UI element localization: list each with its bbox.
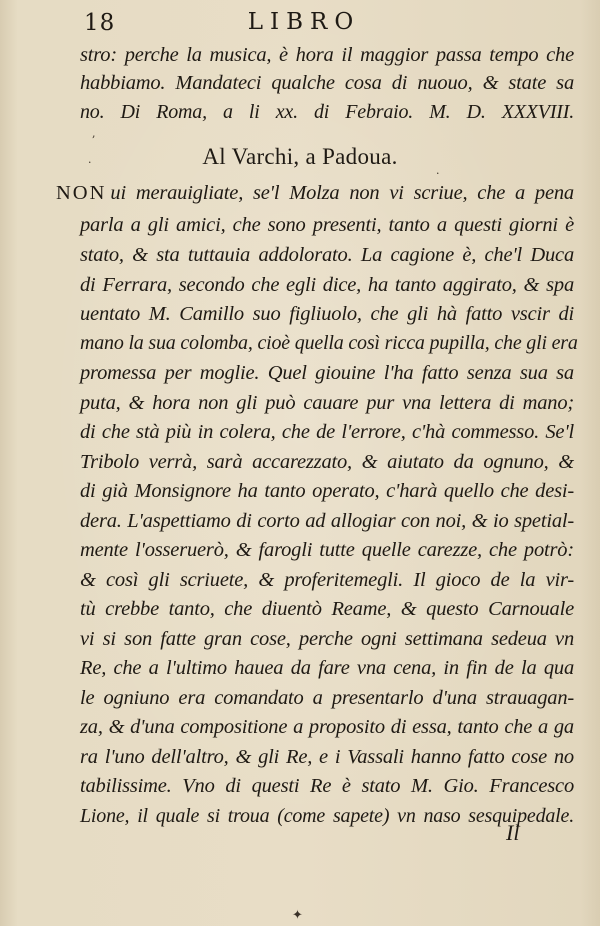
- text-line: parla a gli amici, che sono presenti, tanto a questi giorni è: [80, 214, 574, 236]
- text-line: tù crebbe tanto, che diuentò Reame, & questo Carnouale: [80, 598, 574, 620]
- text-line: Tribolo verrà, sarà accarezzato, & aiutato da ognuno, &: [80, 451, 574, 473]
- text-line: & così gli scriuete, & proferitemegli. Il gioco de la vir-: [80, 569, 574, 591]
- opening-line-text: ui merauigliate, se'l Molza non vi scriue, che a pena: [110, 182, 574, 204]
- text-line: le ogniuno era comandato a presentarlo d'una strauagan-: [80, 687, 574, 709]
- ink-speck: ,: [92, 127, 96, 140]
- fleuron-mark: ✦: [292, 908, 303, 923]
- page-header: [0, 6, 600, 40]
- text-line: dera. L'aspettiamo di corto ad allogiar con noi, & io spetial-: [80, 510, 574, 532]
- text-line: Lione, il quale si troua (come sapete) vn naso sesquipedale.: [80, 805, 574, 827]
- text-line: mano la sua colomba, cioè quella così ricca pupilla, che gli era: [80, 332, 578, 354]
- text-line: mente l'osseruerò, & farogli tutte quelle carezze, che potrò:: [80, 539, 574, 561]
- text-line-date: no. Di Roma, a li xx. di Febraio. M. D. XXXVIII.: [80, 101, 574, 123]
- text-line: puta, & hora non gli può cauare pur vna lettera di mano;: [80, 392, 574, 414]
- running-head: LIBRO: [247, 9, 361, 35]
- text-line: stato, & sta tuttauia addolorato. La cagione è, che'l Duca: [80, 244, 574, 266]
- text-line: di Ferrara, secondo che egli dice, ha tanto aggirato, & spa: [80, 274, 574, 296]
- text-line: Re, che a l'ultimo hauea da fare vna cena, in fin de la qua: [80, 657, 574, 679]
- text-line: promessa per moglie. Quel giouine l'ha fatto senza sua sa: [80, 362, 574, 384]
- letter-title: Al Varchi, a Padoua.: [202, 144, 398, 169]
- text-line: stro: perche la musica, è hora il maggior passa tempo che: [80, 44, 574, 66]
- text-line: uentato M. Camillo suo figliuolo, che gli hà fatto vscir di: [80, 303, 574, 325]
- text-line: za, & d'una compositione a proposito di essa, tanto che a ga: [80, 716, 574, 738]
- opening-line: [56, 178, 574, 208]
- ink-speck: ·: [436, 167, 440, 180]
- text-line: ra l'uno dell'altro, & gli Re, e i Vassali hanno fatto cose no: [80, 746, 574, 768]
- text-line: tabilissime. Vno di questi Re è stato M. Gio. Francesco: [80, 775, 574, 797]
- text-line: di che stà più in colera, che de l'errore, c'hà commesso. Se'l: [80, 421, 574, 443]
- text-line: vi si son fatte gran cose, perche ogni settimana sedeua vn: [80, 628, 574, 650]
- ink-speck: ·: [88, 156, 92, 169]
- page-number: 18: [84, 10, 116, 36]
- catchword: Il: [506, 820, 520, 845]
- text-line: habbiamo. Mandateci qualche cosa di nuouo, & state sa: [80, 72, 574, 94]
- opening-word: NON: [56, 182, 107, 204]
- text-line: di già Monsignore ha tanto operato, c'harà quello che desi-: [80, 480, 574, 502]
